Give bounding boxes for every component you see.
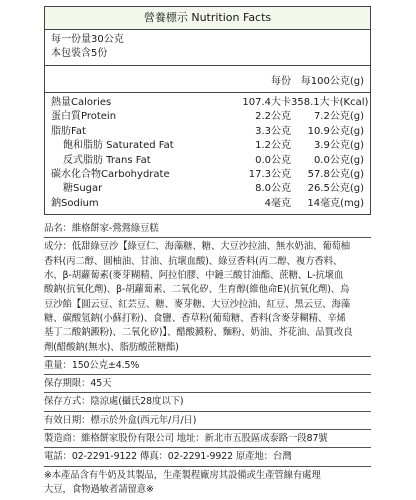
manufacturer: 製造商：維格餅家股份有限公司 地址：新北市五股區成泰路一段87號 <box>44 432 328 444</box>
ingredients-line: 酸鈉(抗氧化劑)、β-胡蘿蔔素、二氧化矽、生育醇(維他命E)(抗氧化劑)、烏 <box>44 284 350 296</box>
nutrient-per-serving: 1.2公克 <box>255 140 291 152</box>
allergen-warning: ※本產品含有牛奶及其製品，生產製程廠房其設備或生產管線有處理 <box>44 469 321 481</box>
nutrient-per-serving: 2.2公克 <box>255 111 291 123</box>
ingredients-line: 基丁二酸鈉澱粉)、二氧化矽)】、醋酸澱粉、麵粉、奶油、芥花油、品質改良 <box>44 327 353 339</box>
nutrient-per-100g: 358.1大卡(Kcal) <box>291 97 369 108</box>
nutrient-name: 反式脂肪 Trans Fat <box>63 154 151 166</box>
nutrient-per-serving: 0.0公克 <box>255 154 291 166</box>
expiry-block <box>44 414 371 430</box>
shelf-life-block <box>44 377 371 393</box>
product-name: 品名：維格餅家-鶯鶯綠豆糕 <box>44 223 159 235</box>
nutrition-facts-title: 營養標示 Nutrition Facts <box>45 7 370 30</box>
nutrient-name: 熱量Calories <box>51 97 112 108</box>
nutrient-name: 蛋白質Protein <box>51 111 117 123</box>
nutrient-per-serving: 4毫克 <box>264 197 291 209</box>
nutrient-name: 鈉Sodium <box>51 197 99 209</box>
ingredients-block <box>44 240 371 356</box>
nutrient-row-sugar <box>45 182 370 196</box>
storage-method: 保存方式：陰涼處(攝氏28度以下) <box>44 396 184 408</box>
servings-per-package: 本包裝含5份 <box>51 48 108 59</box>
nutrient-per-serving: 107.4大卡 <box>242 97 291 108</box>
storage-block <box>44 395 371 411</box>
product-name-block <box>44 222 371 238</box>
nutrient-name: 飽和脂肪 Saturated Fat <box>63 140 174 152</box>
nutrient-row-sodium <box>45 197 370 211</box>
phone-fax-origin: 電話：02-2291-9122 傳真：02-2291-9922 原產地：台灣 <box>44 451 292 463</box>
ingredients-line: 糖、碳酸氫鈉(小蘇打粉)、食鹽、香草粉(葡萄糖、香料(含麥芽糊精、辛烯 <box>44 312 346 324</box>
shelf-life: 保存期限：45天 <box>44 378 112 390</box>
nutrient-row-calories <box>45 96 370 110</box>
nutrient-per-100g: 0.0公克(g) <box>313 154 364 166</box>
nutrient-row-fat <box>45 125 370 139</box>
nutrient-row-saturated-fat <box>45 139 370 153</box>
nutrient-per-100g: 7.2公克(g) <box>313 111 364 123</box>
nutrient-per-100g: 10.9公克(g) <box>307 125 364 137</box>
nutrition-column-headers <box>45 66 370 93</box>
product-info <box>44 222 371 498</box>
nutrient-row-carbohydrate <box>45 168 370 182</box>
nutrient-per-100g: 14毫克(mg) <box>307 197 364 209</box>
manufacturer-block <box>44 432 371 448</box>
allergen-block <box>44 469 371 499</box>
nutrient-per-serving: 8.0公克 <box>255 183 291 195</box>
contact-block <box>44 450 371 466</box>
serving-size: 每一份量30公克 <box>51 34 124 45</box>
nutrient-row-trans-fat <box>45 154 370 168</box>
allergen-warning: 大豆，食物過敏者請留意※ <box>44 483 154 495</box>
net-weight-block <box>44 359 371 375</box>
header-per-serving: 每份 <box>271 75 291 87</box>
nutrient-per-serving: 3.3公克 <box>255 125 291 137</box>
ingredients-line: 香料(丙二醇、圓柚油、甘油、抗壞血酸)、綠豆香料(丙二醇、複方香料、 <box>44 255 343 267</box>
expiry-date: 有效日期：標示於外盒(西元年/月/日) <box>44 414 197 426</box>
nutrient-name: 脂肪Fat <box>51 125 86 137</box>
nutrient-name: 碳水化合物Carbohydrate <box>51 168 170 180</box>
nutrient-per-100g: 57.8公克(g) <box>307 168 364 180</box>
ingredients-line: 成分：低甜綠豆沙【綠豆仁、海藻糖、糖、大豆沙拉油、無水奶油、葡萄柚 <box>44 241 351 253</box>
nutrient-per-100g: 26.5公克(g) <box>307 183 364 195</box>
nutrient-name: 糖Sugar <box>63 183 103 195</box>
nutrient-row-protein <box>45 110 370 124</box>
nutrient-per-100g: 3.9公克(g) <box>313 140 364 152</box>
product-label <box>44 6 371 500</box>
ingredients-line: 劑(醋酸鈉(無水)、脂肪酸蔗糖酯) <box>44 341 179 353</box>
net-weight: 重量：150公克±4.5% <box>44 359 140 371</box>
header-per-100g: 每100公克(g) <box>300 75 364 87</box>
nutrient-per-serving: 17.3公克 <box>248 168 291 180</box>
nutrition-rows <box>45 93 370 214</box>
ingredients-line: 水、β-胡蘿蔔素(麥芽糊精、阿拉伯膠、中鏈三酸甘油酯、蔗糖、L-抗壞血 <box>44 270 344 282</box>
nutrition-facts-table <box>44 6 371 215</box>
ingredients-line: 豆沙餡【圓云豆、紅芸豆、糖、麥芽糖、大豆沙拉油、紅豆、黑云豆、海藻 <box>44 298 351 310</box>
serving-info <box>45 30 370 66</box>
